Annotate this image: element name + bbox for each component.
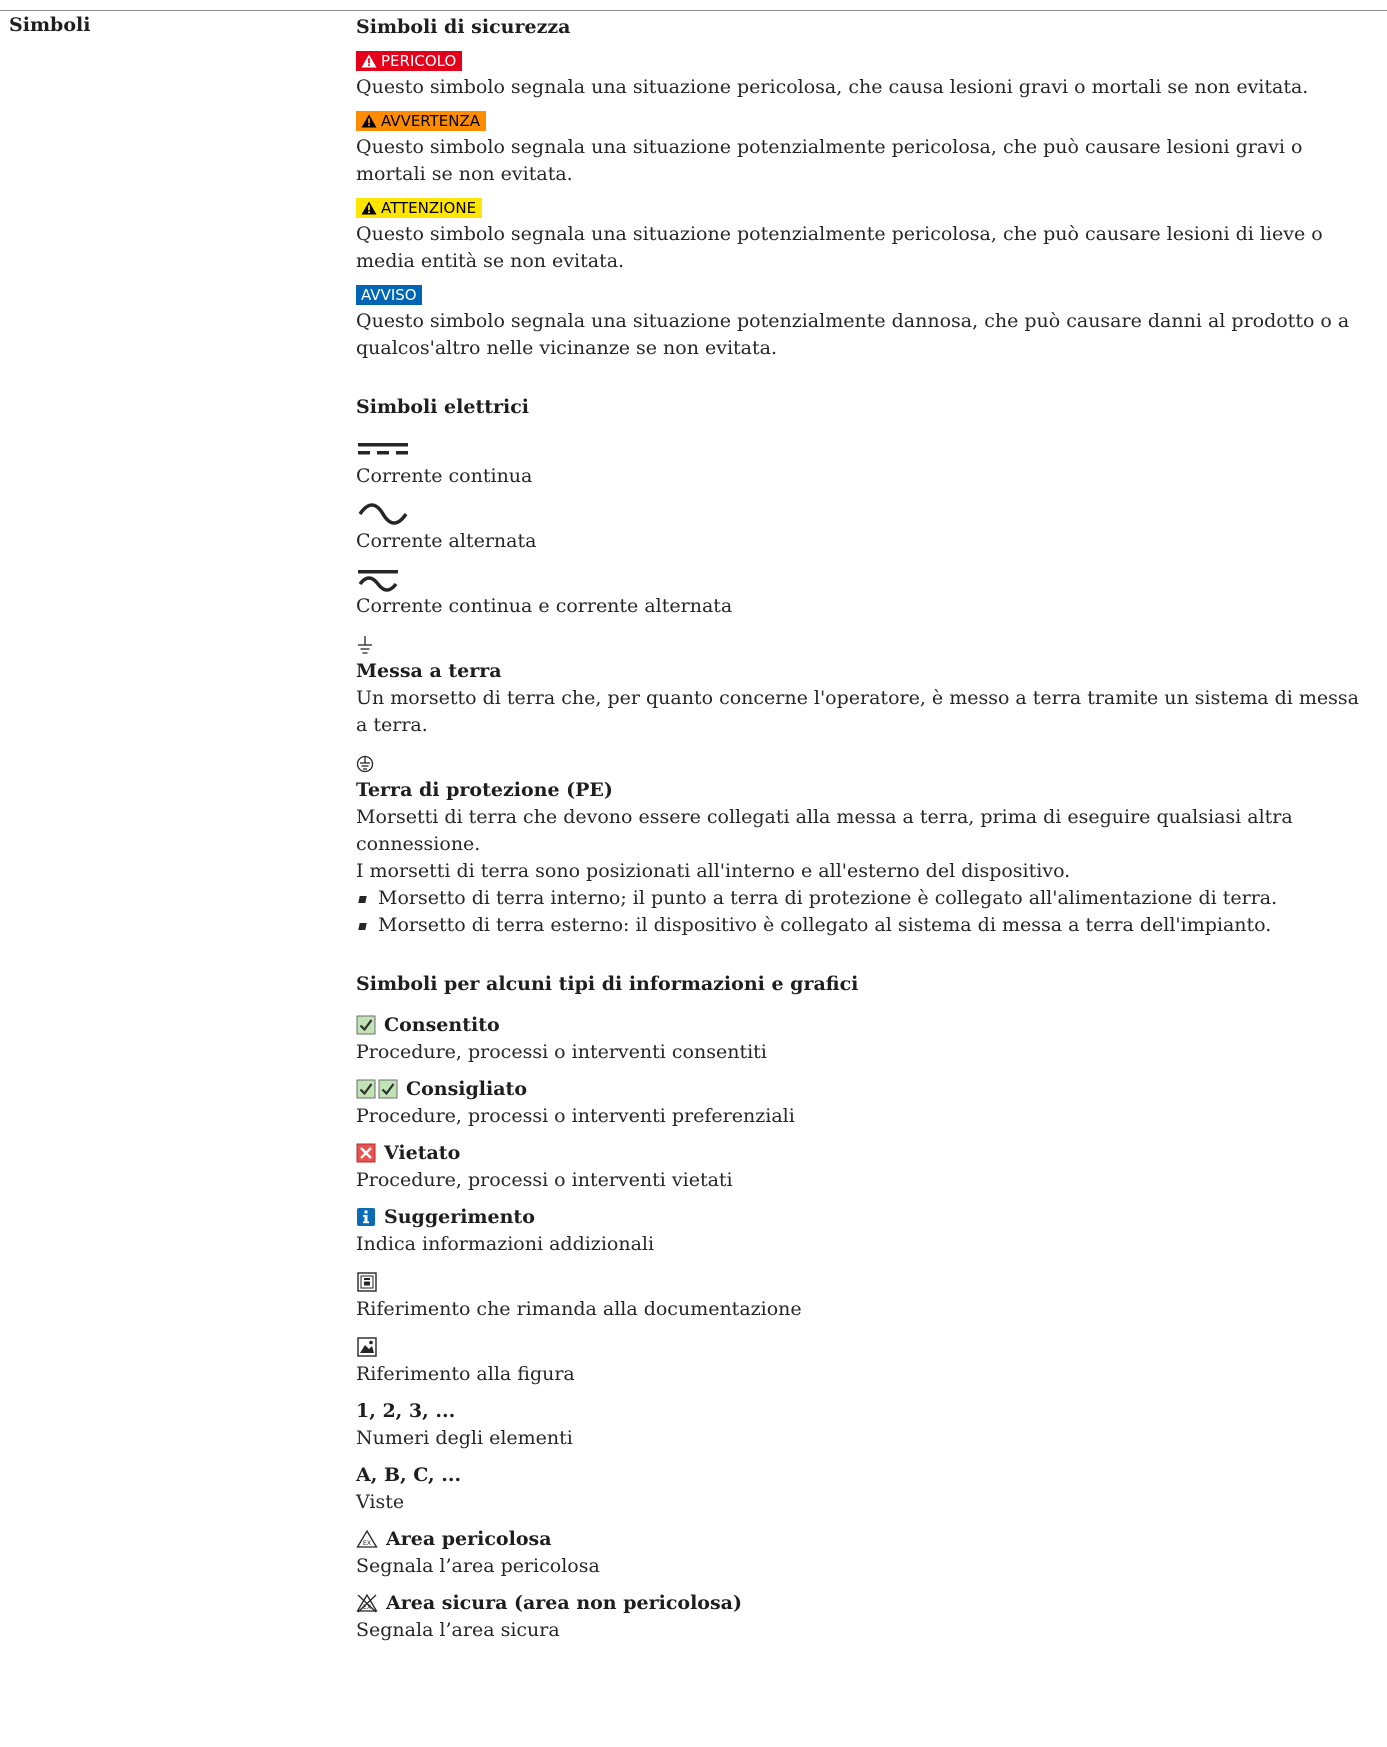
danger-label-text: PERICOLO: [381, 52, 457, 70]
ground-icon: [356, 630, 386, 658]
safe-title: Area sicura (area non pericolosa): [386, 1592, 742, 1614]
pe-text-1: Morsetti di terra che devono essere collegati alla messa a terra, prima di eseguire qualsiasi altra connessione.: [356, 806, 1293, 855]
dc-block: [356, 435, 1376, 490]
safe-text: Segnala l’area sicura: [356, 1619, 560, 1641]
tip-block: [356, 1204, 1376, 1258]
danger-block: [356, 41, 1376, 101]
notice-text: Questo simbolo segnala una situazione potenzialmente dannosa, che può causare danni al prodotto o a qualcos'altro nelle vicinanze se non evitata.: [356, 310, 1350, 359]
acdc-text: Corrente continua e corrente alternata: [356, 595, 733, 617]
pe-bullet-list: [356, 885, 1376, 939]
docref-text: Riferimento che rimanda alla documentazione: [356, 1298, 802, 1320]
pe-title: Terra di protezione (PE): [356, 779, 613, 801]
caution-label-text: ATTENZIONE: [381, 199, 477, 217]
ground-text: Un morsetto di terra che, per quanto concerne l'operatore, è messo a terra tramite un sistema di messa a terra.: [356, 687, 1359, 736]
warning-triangle-icon: [361, 54, 377, 68]
dc-text: Corrente continua: [356, 465, 533, 487]
direct-current-icon: [356, 435, 410, 463]
svg-text:EX: EX: [363, 1604, 371, 1611]
list-item: Morsetto di terra interno; il punto a terra di protezione è collegato all'alimentazione di terra.: [356, 885, 1376, 912]
notice-label: AVVISO: [356, 285, 422, 305]
figref-block: [356, 1333, 1376, 1388]
permitted-block: [356, 1012, 1376, 1066]
warning-label: [356, 111, 486, 131]
protective-earth-icon: [356, 749, 386, 777]
warning-label-text: AVVERTENZA: [381, 112, 481, 130]
numbers-block: [356, 1398, 1376, 1452]
cross-icon: [356, 1143, 376, 1163]
danger-label: [356, 51, 462, 71]
preferred-block: [356, 1076, 1376, 1130]
hazard-text: Segnala l’area pericolosa: [356, 1555, 600, 1577]
numbers-title: 1, 2, 3, ...: [356, 1400, 456, 1422]
pe-text-2: I morsetti di terra sono posizionati all'interno e all'esterno del dispositivo.: [356, 860, 1071, 882]
ac-block: [356, 500, 1376, 555]
hazard-title: Area pericolosa: [386, 1528, 552, 1550]
acdc-block: [356, 565, 1376, 620]
alternating-current-icon: [356, 500, 410, 528]
caution-block: [356, 188, 1376, 275]
danger-text: Questo simbolo segnala una situazione pericolosa, che causa lesioni gravi o mortali se non evitata.: [356, 76, 1309, 98]
ground-title: Messa a terra: [356, 660, 502, 682]
safe-block: [356, 1590, 1376, 1644]
warning-block: [356, 101, 1376, 188]
electrical-heading: Simboli elettrici: [356, 396, 530, 418]
document-reference-icon: [356, 1268, 382, 1296]
caution-label: [356, 198, 482, 218]
hazard-block: [356, 1526, 1376, 1580]
tip-title: Suggerimento: [384, 1206, 535, 1228]
top-rule: [0, 10, 1387, 11]
views-text: Viste: [356, 1491, 405, 1513]
safety-heading: Simboli di sicurezza: [356, 16, 571, 38]
views-title: A, B, C, ...: [356, 1464, 462, 1486]
side-title: Simboli: [9, 14, 91, 36]
list-item: Morsetto di terra esterno: il dispositivo è collegato al sistema di messa a terra dell'impianto.: [356, 912, 1376, 939]
ac-dc-icon: [356, 565, 410, 593]
svg-text:EX: EX: [363, 1540, 371, 1547]
numbers-text: Numeri degli elementi: [356, 1427, 573, 1449]
pe-block: [356, 749, 1376, 939]
hazardous-area-icon: [356, 1529, 378, 1549]
warning-text: Questo simbolo segnala una situazione potenzialmente pericolosa, che può causare lesioni gravi o mortali se non evitata.: [356, 136, 1303, 185]
forbidden-block: [356, 1140, 1376, 1194]
views-block: [356, 1462, 1376, 1516]
preferred-title: Consigliato: [406, 1078, 528, 1100]
info-icon: [356, 1207, 376, 1227]
caution-text: Questo simbolo segnala una situazione potenzialmente pericolosa, che può causare lesioni di lieve o media entità se non evitata.: [356, 223, 1323, 272]
warning-triangle-icon: [361, 201, 377, 215]
forbidden-text: Procedure, processi o interventi vietati: [356, 1169, 733, 1191]
preferred-text: Procedure, processi o interventi preferenziali: [356, 1105, 795, 1127]
warning-triangle-icon: [361, 114, 377, 128]
ground-block: [356, 630, 1376, 739]
forbidden-title: Vietato: [384, 1142, 461, 1164]
permitted-text: Procedure, processi o interventi consentiti: [356, 1041, 767, 1063]
ac-text: Corrente alternata: [356, 530, 537, 552]
notice-block: [356, 275, 1376, 362]
permitted-title: Consentito: [384, 1014, 500, 1036]
tip-text: Indica informazioni addizionali: [356, 1233, 655, 1255]
figref-text: Riferimento alla figura: [356, 1363, 575, 1385]
info-heading: Simboli per alcuni tipi di informazioni e grafici: [356, 973, 859, 995]
safe-area-icon: [356, 1593, 378, 1613]
docref-block: [356, 1268, 1376, 1323]
main-content: [356, 14, 1376, 1644]
check-icon: [356, 1015, 376, 1035]
double-check-icon: [356, 1079, 398, 1099]
figure-reference-icon: [356, 1333, 382, 1361]
